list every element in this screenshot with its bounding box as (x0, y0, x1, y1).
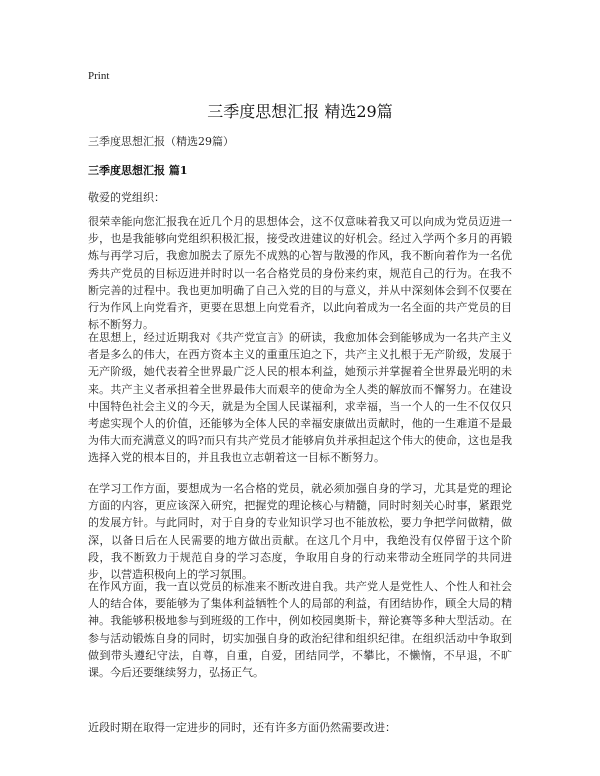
salutation: 敬爱的党组织： (88, 191, 165, 204)
section-heading: 三季度思想汇报 篇1 (88, 164, 188, 177)
paragraph-2: 在思想上，经过近期我对《共产党宣言》的研读，我愈加体会到能够成为一名共产主义者是多么的伟大，在西方资本主义的重重压迫之下，共产主义扎根于无产阶级，发展于无产阶级，她代表着全世界最广泛人民的根本利益，她预示并掌握着全世界最光明的未来。共产主义者承担着全世界最伟大而艰辛的使命为全人类的解放而不懈努力。在建设中国特色社会主义的今天，就是为全国人民谋福利，求幸福，当一个人的一生不仅仅只考虑实现个人的价值，还能够为全体人民的幸福安康做出贡献时，他的一生难道不是最为伟大而充满意义的吗?而只有共产党员才能够肩负并承担起这个伟大的使命，这也是我选择入党的根本目的，并且我也立志朝着这一目标不断努力。 (88, 331, 512, 465)
page-title: 三季度思想汇报 精选29篇 (207, 102, 393, 121)
paragraph-3: 在学习工作方面，要想成为一名合格的党员，就必须加强自身的学习，尤其是党的理论方面的内容，更应该深入研究，把握党的理论核心与精髓，同时时刻关心时事，紧跟党的发展方针。与此同时，对于自身的专业知识学习也不能放松，要力争把学问做精，做深，以备日后在人民需要的地方做出贡献。在这几个月中，我绝没有仅停留于这个阶段，我不断致力于规范自身的学习态度，争取用自身的行动来带动全班同学的共同进步，以营造积极向上的学习氛围。 (88, 482, 512, 582)
print-link[interactable]: Print (88, 70, 110, 82)
paragraph-4: 在作风方面，我一直以党员的标准来不断改进自我。共产党人是党性人、个性人和社会人的结合体，要能够为了集体利益牺牲个人的局部的利益，有团结协作，顾全大局的精神。我能够积极地参与到班级的工作中，例如校园奥斯卡，辩论赛等多种大型活动。在参与活动锻炼自身的同时，切实加强自身的政治纪律和组织纪律。在组织活动中争取到做到带头遵纪守法，自尊，自重，自爱，团结同学，不攀比，不懒惰，不早退，不旷课。今后还要继续努力，弘扬正气。 (88, 580, 512, 680)
paragraph-1: 很荣幸能向您汇报我在近几个月的思想体会，这不仅意味着我又可以向成为党员迈进一步，也是我能够向党组织积极汇报，接受改进建议的好机会。经过入学两个多月的再锻炼与再学习后，我愈加脱去了原先不成熟的心智与散漫的作风，我不断向着作为一名优秀共产党员的目标迈进并时时以一名合格党员的身份来约束，规范自己的行为。在我不断完善的过程中。我也更加明确了自己入党的目的与意义，并从中深刻体会到不仅要在行为作风上向党看齐，更要在思想上向党看齐，以此向着成为一名全面的共产党员的目标不断努力。 (88, 215, 512, 332)
document-subtitle: 三季度思想汇报（精选29篇） (88, 135, 234, 148)
paragraph-5: 近段时期在取得一定进步的同时，还有许多方面仍然需要改进： (88, 721, 396, 734)
